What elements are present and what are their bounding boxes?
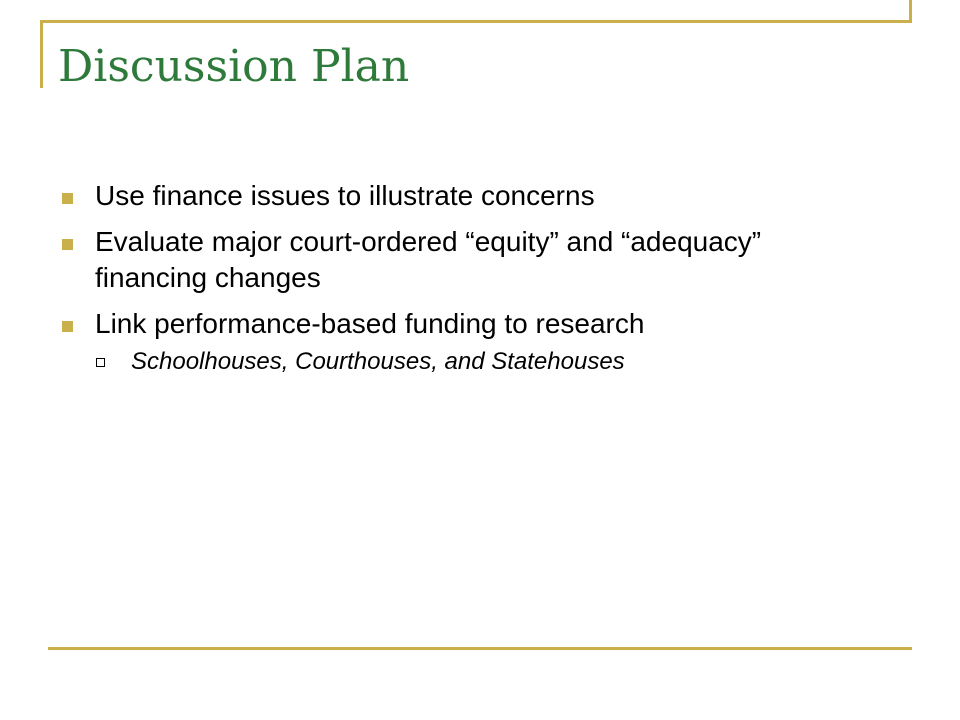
sub-bullet-item <box>95 346 850 378</box>
sub-bullet-text: Schoolhouses, Courthouses, and Statehouses <box>131 348 625 375</box>
bullet-item <box>60 306 850 378</box>
square-bullet-icon <box>62 321 73 332</box>
bullet-text: Link performance-based funding to research <box>95 308 645 339</box>
bottom-rule <box>48 647 912 650</box>
bullet-text: Use finance issues to illustrate concerns <box>95 180 595 211</box>
top-rule <box>40 20 912 23</box>
bullet-item <box>60 178 850 214</box>
left-rule <box>40 20 43 88</box>
hollow-square-bullet-icon <box>96 358 105 367</box>
right-rule <box>909 0 912 22</box>
bullet-item <box>60 224 850 296</box>
square-bullet-icon <box>62 239 73 250</box>
slide-title: Discussion Plan <box>58 41 410 92</box>
square-bullet-icon <box>62 193 73 204</box>
bullet-list <box>60 178 850 388</box>
bullet-text: Evaluate major court-ordered “equity” and “adequacy” financing changes <box>95 226 762 293</box>
sub-bullet-list <box>95 346 850 378</box>
